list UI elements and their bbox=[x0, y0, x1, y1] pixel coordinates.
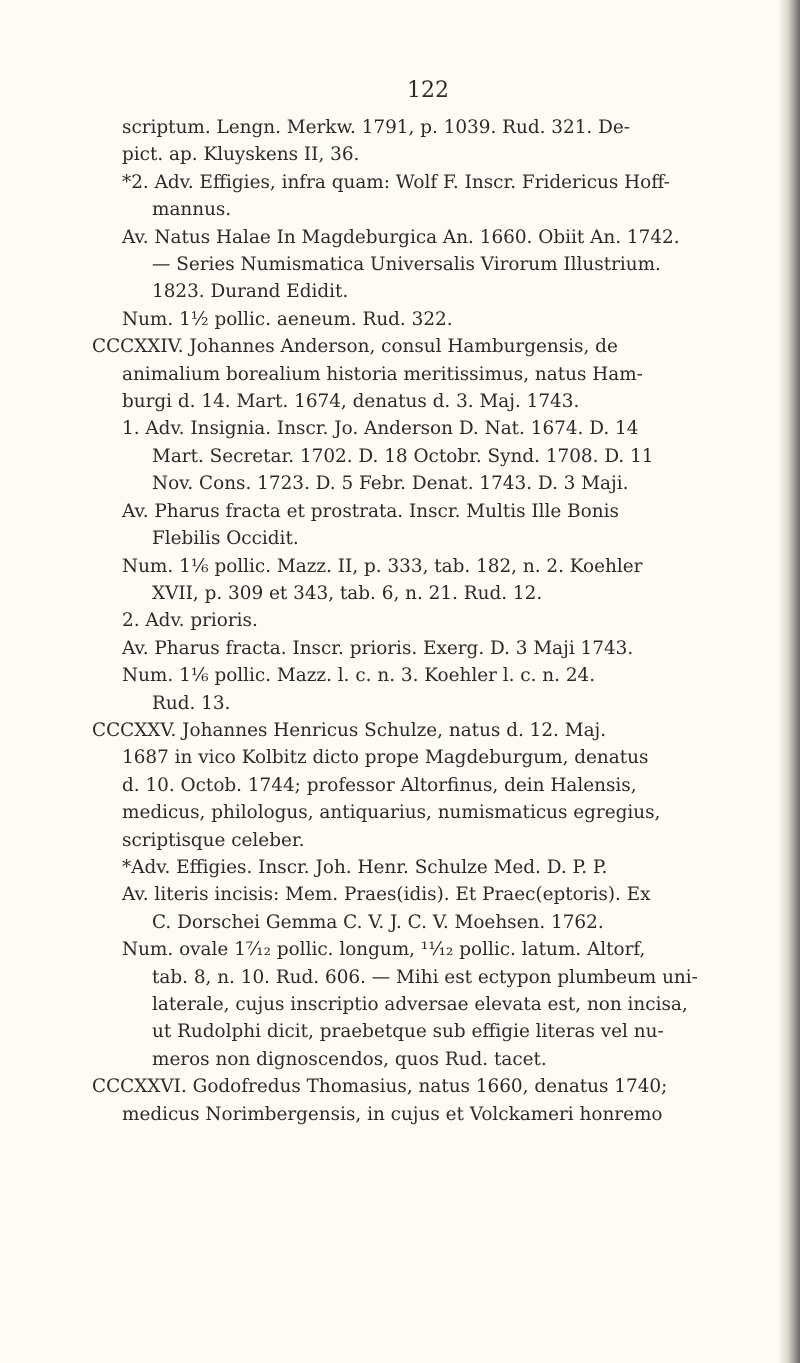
text-line: XVII, p. 309 et 343, tab. 6, n. 21. Rud. 12. bbox=[152, 582, 543, 604]
text-line: Nov. Cons. 1723. D. 5 Febr. Denat. 1743. D. 3 Maji. bbox=[152, 473, 629, 495]
text-line: burgi d. 14. Mart. 1674, denatus d. 3. Maj. 1743. bbox=[122, 391, 580, 413]
text-line: 1. Adv. Insignia. Inscr. Jo. Anderson D. Nat. 1674. D. 14 bbox=[122, 418, 639, 440]
text-line: tab. 8, n. 10. Rud. 606. — Mihi est ectypon plumbeum uni- bbox=[152, 966, 698, 988]
text-line: — Series Numismatica Universalis Virorum Illustrium. bbox=[152, 254, 661, 276]
text-line: Num. 1½ pollic. aeneum. Rud. 322. bbox=[122, 308, 453, 330]
text-line: Av. literis incisis: Mem. Praes(idis). Et Praec(eptoris). Ex bbox=[122, 884, 651, 906]
text-line: CCCXXIV. Johannes Anderson, consul Hamburgensis, de bbox=[92, 336, 618, 358]
text-line: 2. Adv. prioris. bbox=[122, 610, 258, 632]
text-line: *Adv. Effigies. Inscr. Joh. Henr. Schulze Med. D. P. P. bbox=[122, 856, 608, 878]
text-line: Num. ovale 1⁷⁄₁₂ pollic. longum, ¹¹⁄₁₂ pollic. latum. Altorf, bbox=[122, 939, 646, 961]
text-line: Rud. 13. bbox=[152, 692, 231, 714]
text-line: CCCXXVI. Godofredus Thomasius, natus 1660, denatus 1740; bbox=[92, 1076, 668, 1098]
text-line: medicus, philologus, antiquarius, numismaticus egregius, bbox=[122, 802, 661, 824]
text-line: C. Dorschei Gemma C. V. J. C. V. Moehsen. 1762. bbox=[152, 911, 604, 933]
text-line: Flebilis Occidit. bbox=[152, 528, 299, 550]
text-line: meros non dignoscendos, quos Rud. tacet. bbox=[152, 1048, 547, 1070]
text-line: 1687 in vico Kolbitz dicto prope Magdeburgum, denatus bbox=[122, 747, 649, 769]
text-line: Av. Pharus fracta. Inscr. prioris. Exerg. D. 3 Maji 1743. bbox=[122, 637, 634, 659]
text-line: Av. Pharus fracta et prostrata. Inscr. Multis Ille Bonis bbox=[122, 500, 619, 522]
text-line: scriptisque celeber. bbox=[122, 829, 305, 851]
text-line: mannus. bbox=[152, 199, 232, 221]
page-edge-shadow bbox=[778, 0, 800, 1363]
text-line: d. 10. Octob. 1744; professor Altorfinus, dein Halensis, bbox=[122, 774, 637, 796]
page-number: 122 bbox=[407, 78, 449, 103]
text-line: Num. 1⅙ pollic. Mazz. l. c. n. 3. Koehler l. c. n. 24. bbox=[122, 665, 596, 687]
text-line: pict. ap. Kluyskens II, 36. bbox=[122, 144, 360, 166]
text-line: Mart. Secretar. 1702. D. 18 Octobr. Synd. 1708. D. 11 bbox=[152, 445, 654, 467]
text-body bbox=[92, 114, 732, 1128]
text-line: scriptum. Lengn. Merkw. 1791, p. 1039. Rud. 321. De- bbox=[122, 117, 630, 138]
text-line: Av. Natus Halae In Magdeburgica An. 1660. Obiit An. 1742. bbox=[122, 226, 680, 248]
text-line: *2. Adv. Effigies, infra quam: Wolf F. Inscr. Fridericus Hoff- bbox=[122, 171, 670, 193]
text-line: Num. 1⅙ pollic. Mazz. II, p. 333, tab. 182, n. 2. Koehler bbox=[122, 555, 643, 577]
text-line: animalium borealium historia meritissimus, natus Ham- bbox=[122, 363, 643, 385]
text-line: 1823. Durand Edidit. bbox=[152, 281, 349, 303]
text-line: CCCXXV. Johannes Henricus Schulze, natus d. 12. Maj. bbox=[92, 719, 607, 741]
text-line: medicus Norimbergensis, in cujus et Volckameri honremo bbox=[122, 1103, 663, 1125]
text-line: ut Rudolphi dicit, praebetque sub effigie literas vel nu- bbox=[152, 1021, 664, 1043]
text-line: laterale, cujus inscriptio adversae elevata est, non incisa, bbox=[152, 994, 688, 1015]
